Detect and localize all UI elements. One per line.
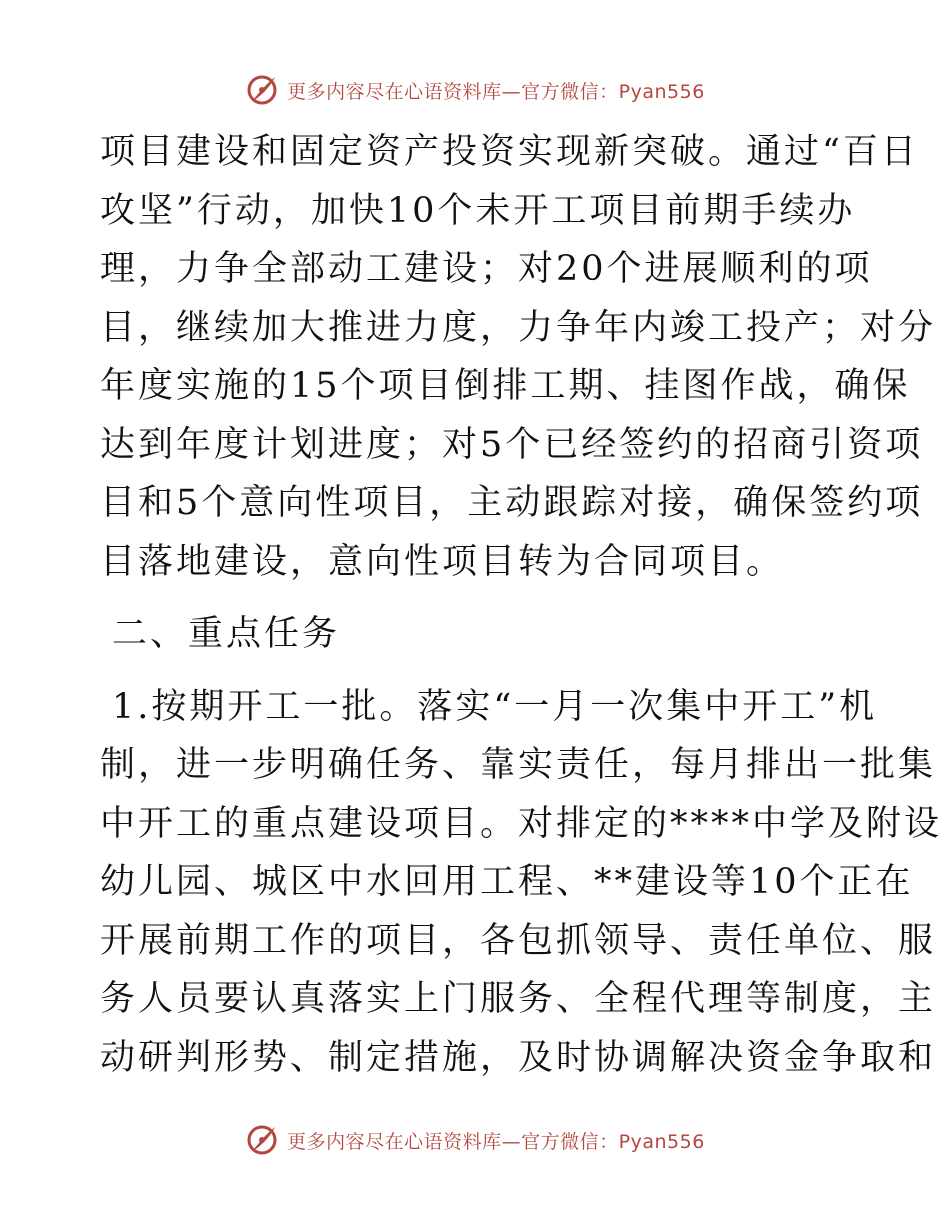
quill-circle-icon: [245, 73, 279, 107]
paragraph-line: 开展前期工作的项目，各包抓领导、责任单位、服: [100, 920, 937, 961]
watermark-text: 更多内容尽在心语资料库—官方微信：Pyan556: [287, 1130, 705, 1153]
paragraph-line: 务人员要认真落实上门服务、全程代理等制度，主: [100, 979, 937, 1019]
footer-watermark: [0, 1120, 950, 1160]
section-heading: 二、重点任务: [112, 614, 341, 654]
document-body: [100, 123, 943, 1087]
quill-circle-icon: [245, 1123, 279, 1157]
paragraph-line: 目，继续加大推进力度，力争年内竣工投产；对分: [100, 307, 937, 348]
paragraph-line: 幼儿园、城区中水回用工程、**建设等10个正在: [100, 862, 914, 902]
paragraph-line: 动研判形势、制定措施，及时协调解决资金争取和: [100, 1037, 937, 1078]
paragraph-line: 目落地建设，意向性项目转为合同项目。: [100, 541, 785, 582]
header-watermark: [0, 70, 950, 110]
watermark-text: 更多内容尽在心语资料库—官方微信：Pyan556: [287, 80, 705, 103]
paragraph-line: 达到年度计划进度；对5个已经签约的招商引资项: [100, 424, 924, 465]
paragraph-line: 理，力争全部动工建设；对20个进展顺利的项: [100, 249, 873, 289]
paragraph-line: 项目建设和固定资产投资实现新突破。通过“百日: [100, 132, 919, 172]
paragraph-line: 攻坚”行动，加快10个未开工项目前期手续办: [100, 190, 856, 231]
paragraph-line: 目和5个意向性项目，主动跟踪对接，确保签约项: [100, 483, 924, 523]
paragraph-line: 年度实施的15个项目倒排工期、挂图作战，确保: [100, 366, 911, 406]
paragraph-line: 中开工的重点建设项目。对排定的****中学及附设: [100, 803, 943, 844]
paragraph-line: 制，进一步明确任务、靠实责任，每月排出一批集: [100, 745, 937, 785]
paragraph-line: 1.按期开工一批。落实“一月一次集中开工”机: [112, 686, 878, 727]
